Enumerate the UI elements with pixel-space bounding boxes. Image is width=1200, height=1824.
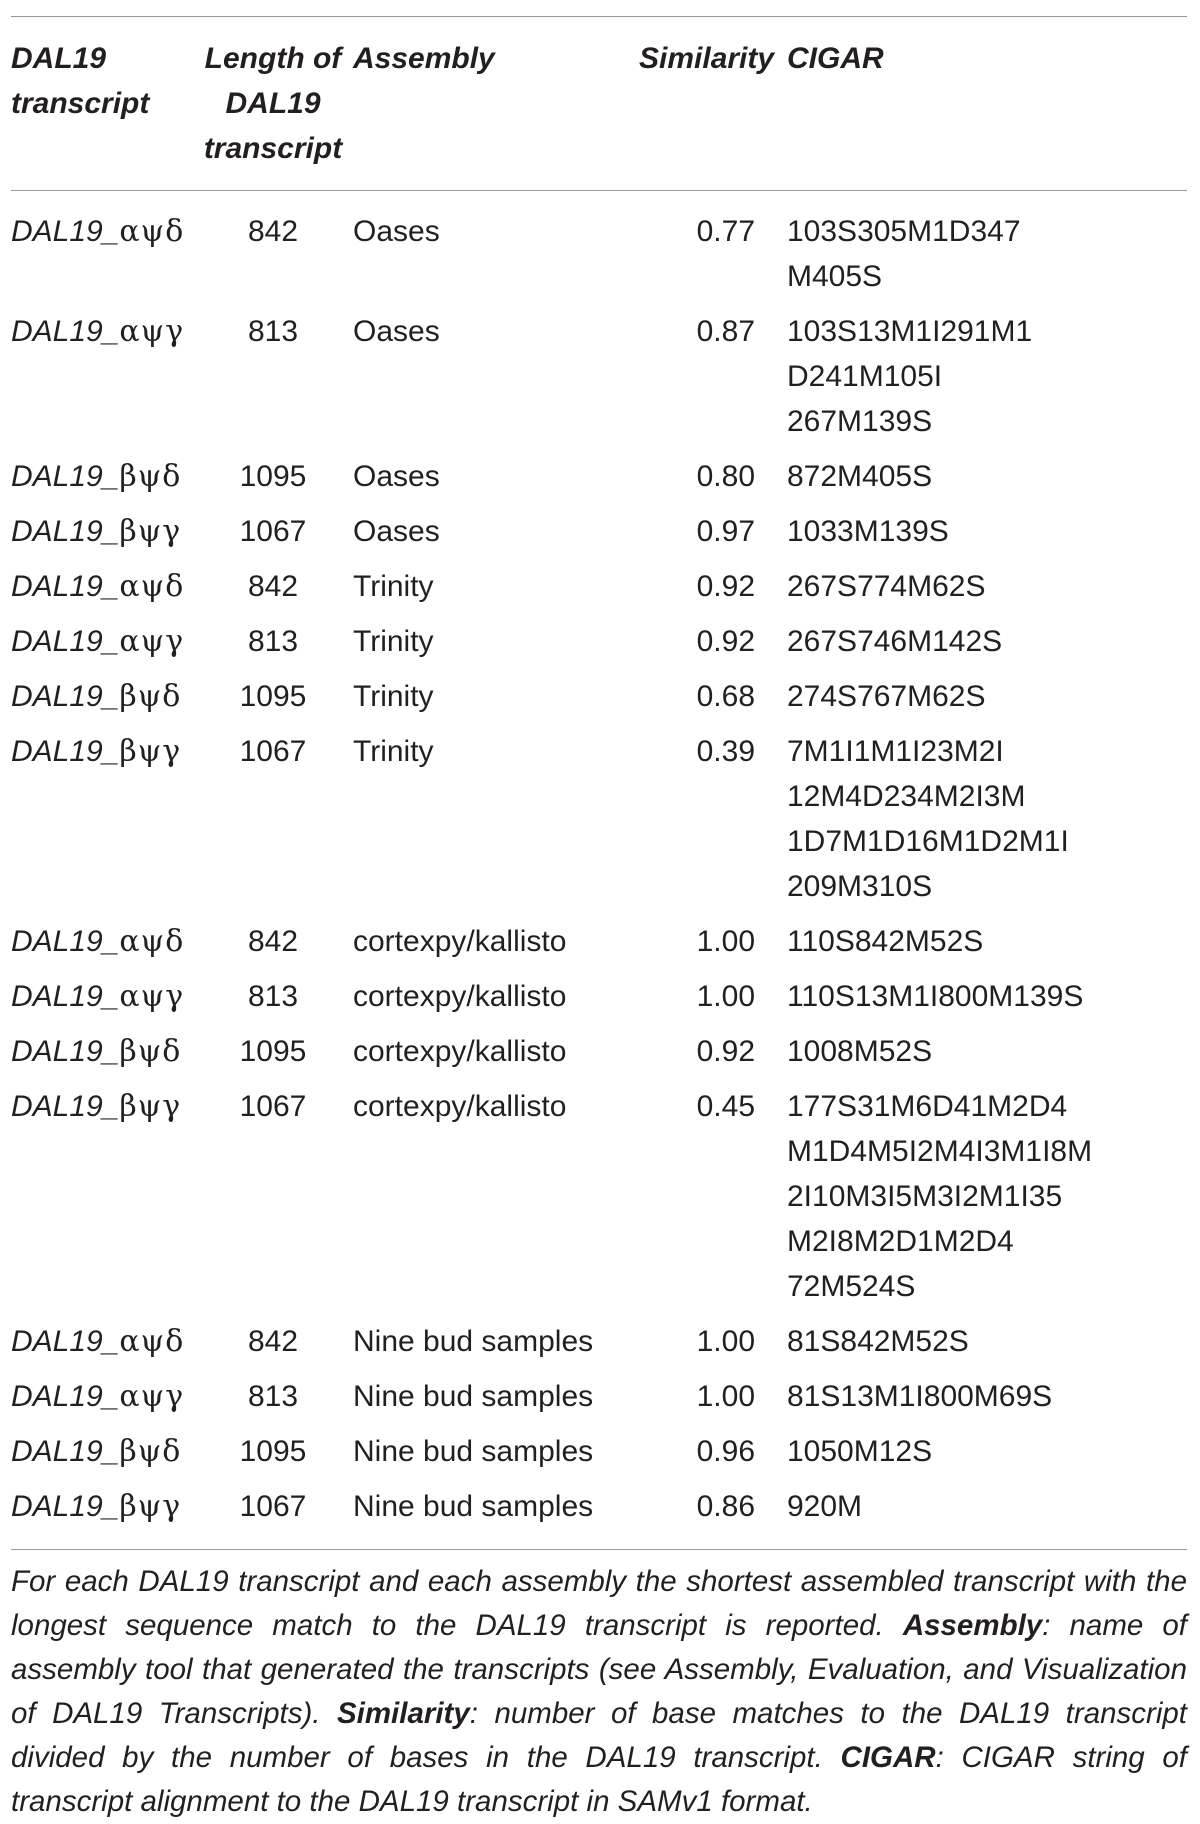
cell-assembly: cortexpy/kallisto	[353, 1035, 567, 1068]
table-row	[11, 191, 1187, 300]
cigar-table	[11, 17, 1187, 1549]
transcript-prefix: DAL19_	[11, 680, 120, 713]
cell-cigar	[787, 499, 1187, 554]
cell-assembly: Trinity	[353, 625, 434, 658]
cell-length: 1067	[239, 1090, 307, 1123]
cell-similarity: 0.80	[696, 460, 755, 493]
caption-cigar-def: : CIGAR string of transcript alignment to the DAL19 transcript in SAMv1 format.	[11, 1741, 1187, 1818]
caption-similarity-def: : number of base matches to the DAL19 transcript divided by the number of bases in the DAL19 transcript.	[11, 1697, 1187, 1774]
transcript-greek: βψδ	[119, 459, 182, 494]
cell-assembly: Trinity	[353, 570, 434, 603]
cell-length: 842	[247, 215, 299, 248]
transcript-prefix: DAL19_	[11, 925, 120, 958]
transcript-prefix: DAL19_	[11, 1380, 120, 1413]
cell-cigar	[787, 1419, 1187, 1474]
cell-cigar	[787, 1474, 1187, 1549]
header-length: Length of DAL19 transcript	[193, 17, 353, 191]
cell-cigar	[787, 964, 1187, 1019]
cell-cigar	[787, 719, 1187, 909]
cell-cigar	[787, 609, 1187, 664]
table-row	[11, 1074, 1187, 1309]
transcript-prefix: DAL19_	[11, 1035, 120, 1068]
cigar-segment: D241M105I	[787, 360, 943, 393]
cigar-segment: 267S746M142S	[787, 625, 1003, 658]
table-row	[11, 719, 1187, 909]
transcript-prefix: DAL19_	[11, 570, 120, 603]
cell-transcript	[11, 499, 193, 554]
cigar-segment: 81S842M52S	[787, 1325, 969, 1358]
transcript-greek: αψγ	[119, 624, 185, 659]
cell-similarity: 0.87	[696, 315, 755, 348]
cell-length: 813	[247, 1380, 299, 1413]
cell-assembly: cortexpy/kallisto	[353, 1090, 567, 1123]
cell-assembly: Nine bud samples	[353, 1435, 594, 1468]
cigar-segment: 177S31M6D41M2D4	[787, 1090, 1068, 1123]
table-caption	[11, 1550, 1187, 1824]
cell-assembly: cortexpy/kallisto	[353, 925, 567, 958]
cigar-segment: 110S13M1I800M139S	[787, 980, 1084, 1013]
caption-assembly-term: Assembly	[902, 1609, 1043, 1642]
cigar-segment: 209M310S	[787, 870, 933, 903]
cell-similarity: 1.00	[696, 980, 755, 1013]
transcript-greek: αψγ	[119, 1379, 185, 1414]
cell-cigar	[787, 299, 1187, 444]
transcript-prefix: DAL19_	[11, 1090, 120, 1123]
cell-transcript	[11, 1474, 193, 1549]
cell-transcript	[11, 299, 193, 444]
cigar-segment: 1008M52S	[787, 1035, 933, 1068]
transcript-prefix: DAL19_	[11, 515, 120, 548]
header-assembly: Assembly	[353, 17, 639, 191]
cigar-segment: 1050M12S	[787, 1435, 933, 1468]
transcript-greek: βψγ	[119, 1489, 182, 1524]
caption-cigar-term: CIGAR	[840, 1741, 936, 1774]
table-row	[11, 1309, 1187, 1364]
cigar-segment: 2I10M3I5M3I2M1I35	[787, 1180, 1063, 1213]
table-row	[11, 1364, 1187, 1419]
cell-transcript	[11, 909, 193, 964]
table-page	[11, 16, 1187, 1824]
cell-length: 1067	[239, 515, 307, 548]
cell-transcript	[11, 719, 193, 909]
cell-length: 1067	[239, 735, 307, 768]
cell-similarity: 0.97	[696, 515, 755, 548]
transcript-greek: βψδ	[119, 1434, 182, 1469]
cigar-segment: 267M139S	[787, 405, 933, 438]
cell-cigar	[787, 1309, 1187, 1364]
cell-cigar	[787, 664, 1187, 719]
cell-transcript	[11, 964, 193, 1019]
cell-cigar	[787, 1019, 1187, 1074]
transcript-prefix: DAL19_	[11, 980, 120, 1013]
table-row	[11, 499, 1187, 554]
transcript-greek: αψδ	[119, 924, 185, 959]
cell-length: 842	[247, 925, 299, 958]
table-row	[11, 1419, 1187, 1474]
cell-similarity: 0.39	[696, 735, 755, 768]
cell-assembly: Oases	[353, 215, 440, 248]
caption-intro: For each DAL19 transcript and each assembly the shortest assembled transcript with the longest sequence match to the DAL19 transcript is reported.	[11, 1565, 1187, 1642]
cigar-segment: 81S13M1I800M69S	[787, 1380, 1053, 1413]
cell-length: 1095	[239, 680, 307, 713]
transcript-prefix: DAL19_	[11, 735, 120, 768]
cell-length: 1095	[239, 1435, 307, 1468]
cell-transcript	[11, 1019, 193, 1074]
cigar-segment: 274S767M62S	[787, 680, 986, 713]
cell-similarity: 0.77	[696, 215, 755, 248]
cigar-segment: 1D7M1D16M1D2M1I	[787, 825, 1069, 858]
cell-cigar	[787, 554, 1187, 609]
cell-similarity: 0.96	[696, 1435, 755, 1468]
transcript-prefix: DAL19_	[11, 1435, 120, 1468]
cell-similarity: 0.45	[696, 1090, 755, 1123]
cell-length: 842	[247, 570, 299, 603]
transcript-greek: αψγ	[119, 314, 185, 349]
transcript-greek: βψγ	[119, 734, 182, 769]
cell-transcript	[11, 664, 193, 719]
transcript-greek: βψδ	[119, 1034, 182, 1069]
cell-transcript	[11, 554, 193, 609]
cell-assembly: Oases	[353, 460, 440, 493]
cell-similarity: 1.00	[696, 1380, 755, 1413]
cell-similarity: 0.92	[696, 570, 755, 603]
cell-transcript	[11, 1419, 193, 1474]
table-row	[11, 609, 1187, 664]
transcript-greek: αψδ	[119, 569, 185, 604]
cell-transcript	[11, 191, 193, 300]
cell-similarity: 0.92	[696, 1035, 755, 1068]
cell-transcript	[11, 1074, 193, 1309]
cell-similarity: 1.00	[696, 1325, 755, 1358]
transcript-prefix: DAL19_	[11, 1325, 120, 1358]
caption-assembly-def: : name of assembly tool that generated the transcripts (see Assembly, Evaluation, and Visualization of DAL19 Transcripts).	[11, 1609, 1187, 1730]
cigar-segment: 72M524S	[787, 1270, 916, 1303]
table-row	[11, 1474, 1187, 1549]
cell-similarity: 0.86	[696, 1490, 755, 1523]
table-row	[11, 444, 1187, 499]
cell-similarity: 0.68	[696, 680, 755, 713]
header-cigar: CIGAR	[787, 17, 1187, 191]
cigar-segment: 12M4D234M2I3M	[787, 780, 1026, 813]
cell-length: 813	[247, 315, 299, 348]
transcript-prefix: DAL19_	[11, 315, 120, 348]
cigar-segment: 920M	[787, 1490, 863, 1523]
table-row	[11, 1019, 1187, 1074]
cigar-segment: M2I8M2D1M2D4	[787, 1225, 1014, 1258]
cell-transcript	[11, 1309, 193, 1364]
cell-assembly: Nine bud samples	[353, 1325, 594, 1358]
cell-assembly: Trinity	[353, 680, 434, 713]
table-row	[11, 909, 1187, 964]
table-body	[11, 191, 1187, 1550]
cell-assembly: Nine bud samples	[353, 1490, 594, 1523]
header-row	[11, 17, 1187, 191]
cigar-segment: 103S305M1D347	[787, 215, 1021, 248]
transcript-greek: βψγ	[119, 1089, 182, 1124]
cell-cigar	[787, 444, 1187, 499]
cell-length: 813	[247, 625, 299, 658]
cell-assembly: Trinity	[353, 735, 434, 768]
transcript-prefix: DAL19_	[11, 1490, 120, 1523]
cell-length: 1067	[239, 1490, 307, 1523]
cell-transcript	[11, 1364, 193, 1419]
cell-cigar	[787, 1074, 1187, 1309]
cell-assembly: Oases	[353, 515, 440, 548]
transcript-greek: βψγ	[119, 514, 182, 549]
table-row	[11, 554, 1187, 609]
cell-similarity: 1.00	[696, 925, 755, 958]
cell-length: 842	[247, 1325, 299, 1358]
cell-cigar	[787, 191, 1187, 300]
table-row	[11, 964, 1187, 1019]
cigar-segment: 7M1I1M1I23M2I	[787, 735, 1004, 768]
cigar-segment: 110S842M52S	[787, 925, 984, 958]
cigar-segment: M1D4M5I2M4I3M1I8M	[787, 1135, 1093, 1168]
transcript-greek: αψγ	[119, 979, 185, 1014]
cell-assembly: Oases	[353, 315, 440, 348]
cell-transcript	[11, 444, 193, 499]
cigar-segment: 103S13M1I291M1	[787, 315, 1033, 348]
cell-cigar	[787, 909, 1187, 964]
transcript-prefix: DAL19_	[11, 625, 120, 658]
cell-assembly: Nine bud samples	[353, 1380, 594, 1413]
cigar-segment: 1033M139S	[787, 515, 949, 548]
table-row	[11, 664, 1187, 719]
transcript-greek: αψδ	[119, 1324, 185, 1359]
transcript-prefix: DAL19_	[11, 460, 120, 493]
cigar-segment: M405S	[787, 260, 883, 293]
cell-length: 1095	[239, 460, 307, 493]
transcript-prefix: DAL19_	[11, 215, 120, 248]
cell-similarity: 0.92	[696, 625, 755, 658]
cell-assembly: cortexpy/kallisto	[353, 980, 567, 1013]
transcript-greek: βψδ	[119, 679, 182, 714]
table-row	[11, 299, 1187, 444]
cell-length: 1095	[239, 1035, 307, 1068]
cigar-segment: 267S774M62S	[787, 570, 986, 603]
cell-length: 813	[247, 980, 299, 1013]
header-transcript: DAL19 transcript	[11, 17, 193, 191]
header-similarity: Similarity	[639, 17, 787, 191]
cell-transcript	[11, 609, 193, 664]
cell-cigar	[787, 1364, 1187, 1419]
cigar-segment: 872M405S	[787, 460, 933, 493]
transcript-greek: αψδ	[119, 214, 185, 249]
caption-similarity-term: Similarity	[336, 1697, 470, 1730]
